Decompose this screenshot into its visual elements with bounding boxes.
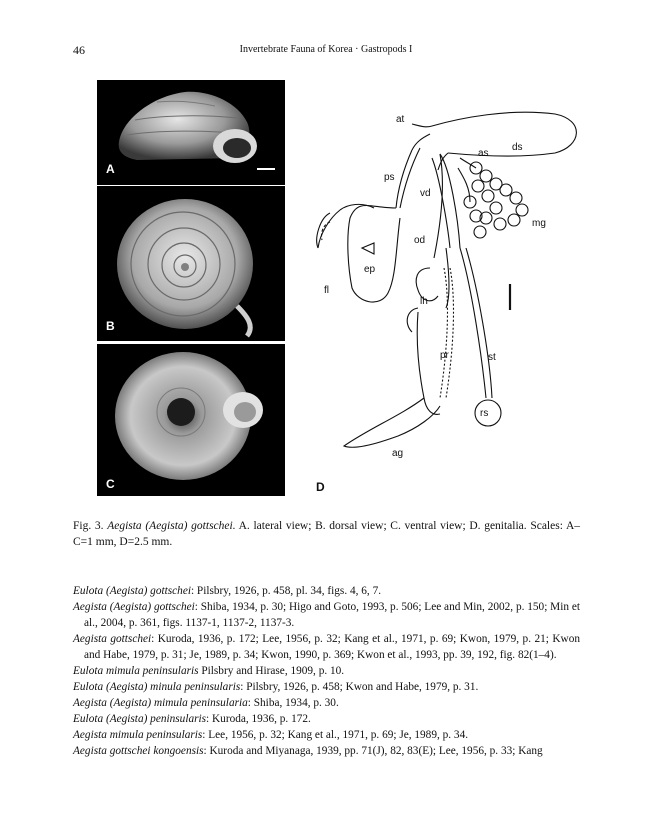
label-at: at	[396, 114, 405, 125]
synonymy-entry	[73, 679, 580, 695]
taxon-name: Eulota mimula peninsularis	[73, 665, 199, 677]
label-vd: vd	[420, 188, 431, 199]
label-ps: ps	[384, 172, 395, 183]
caption-text: A. lateral view; B. dorsal view; C. ventral view; D. genitalia. Scales: A–C=1 mm, D=2.5 mm.	[73, 520, 580, 548]
scale-bar-a	[257, 168, 275, 170]
page-number: 46	[73, 43, 85, 57]
label-ds: ds	[512, 142, 523, 153]
citation: Pilsbry and Hirase, 1909, p. 10.	[198, 665, 345, 677]
photo-dorsal-view	[97, 186, 285, 341]
citation: : Kuroda, 1936, p. 172; Lee, 1956, p. 32; Kang et al., 1971, p. 69; Kwon, 1979, p. 21; Kwon and Habe, 1979, p. 31; Je, 1989, p. 34; Kwon, 1990, p. 369; Kwon et al., 1993, pp. 39, 192, fig. 82(1–4).	[84, 633, 580, 661]
panel-letter-d: D	[316, 480, 325, 494]
label-as: as	[478, 148, 489, 159]
citation: : Shiba, 1934, p. 30; Higo and Goto, 1993, p. 506; Lee and Min, 2002, p. 150; Min et al., 2004, p. 361, figs. 1137-1, 1137-2, 1137-3.	[84, 601, 581, 629]
citation: : Lee, 1956, p. 32; Kang et al., 1971, p. 69; Je, 1989, p. 34.	[202, 729, 469, 741]
shell-dorsal-image	[97, 186, 285, 341]
figure-caption	[73, 518, 580, 550]
panel-letter-c: C	[106, 477, 115, 491]
citation: : Kuroda, 1936, p. 172.	[206, 713, 311, 725]
shell-ventral-image	[97, 344, 285, 496]
label-mg: mg	[532, 218, 546, 229]
photo-ventral-view	[97, 344, 285, 496]
taxon-name: Eulota (Aegista) minula peninsularis	[73, 681, 241, 693]
dart-sac-drawing	[432, 112, 576, 156]
synonymy-entry	[73, 631, 580, 663]
label-ag: ag	[392, 448, 404, 459]
label-pr: pr	[440, 350, 449, 361]
genitalia-diagram	[300, 98, 580, 498]
mucous-glands-drawing	[458, 158, 528, 238]
taxon-name: Aegista mimula peninsularis	[73, 729, 203, 741]
taxon-name: Aegista (Aegista) mimula peninsularia	[73, 697, 248, 709]
panel-letter-b: B	[106, 319, 115, 333]
citation: : Shiba, 1934, p. 30.	[247, 697, 339, 709]
synonymy-entry	[73, 583, 580, 599]
label-st: st	[488, 352, 496, 363]
synonymy-entry	[73, 727, 580, 743]
taxon-name: Aegista (Aegista) gottschei	[73, 601, 195, 613]
label-lh: lh	[420, 296, 428, 307]
taxon-name: Aegista gottschei	[73, 633, 152, 645]
label-ep: ep	[364, 264, 376, 275]
citation: : Kuroda and Miyanaga, 1939, pp. 71(J), 82, 83(E); Lee, 1956, p. 33; Kang	[203, 745, 543, 757]
synonymy-entry	[73, 663, 580, 679]
synonymy-entry	[73, 695, 580, 711]
synonymy-entry	[73, 599, 580, 631]
photo-lateral-view	[97, 80, 285, 185]
label-od: od	[414, 235, 426, 246]
taxon-name: Eulota (Aegista) gottschei	[73, 585, 191, 597]
panel-letter-a: A	[106, 162, 115, 176]
synonymy-entry	[73, 743, 580, 759]
caption-species: Aegista (Aegista) gottschei.	[107, 520, 236, 532]
citation: : Pilsbry, 1926, p. 458; Kwon and Habe, 1979, p. 31.	[240, 681, 479, 693]
label-fl: fl	[324, 285, 329, 296]
citation: : Pilsbry, 1926, p. 458, pl. 34, figs. 4, 6, 7.	[190, 585, 382, 597]
caption-prefix: Fig. 3.	[73, 520, 104, 532]
synonymy-list	[73, 583, 580, 759]
synonymy-entry	[73, 711, 580, 727]
running-header: Invertebrate Fauna of Korea · Gastropods I	[239, 44, 413, 55]
label-rs: rs	[480, 408, 489, 419]
taxon-name: Eulota (Aegista) peninsularis	[73, 713, 207, 725]
taxon-name: Aegista gottschei kongoensis	[73, 745, 204, 757]
